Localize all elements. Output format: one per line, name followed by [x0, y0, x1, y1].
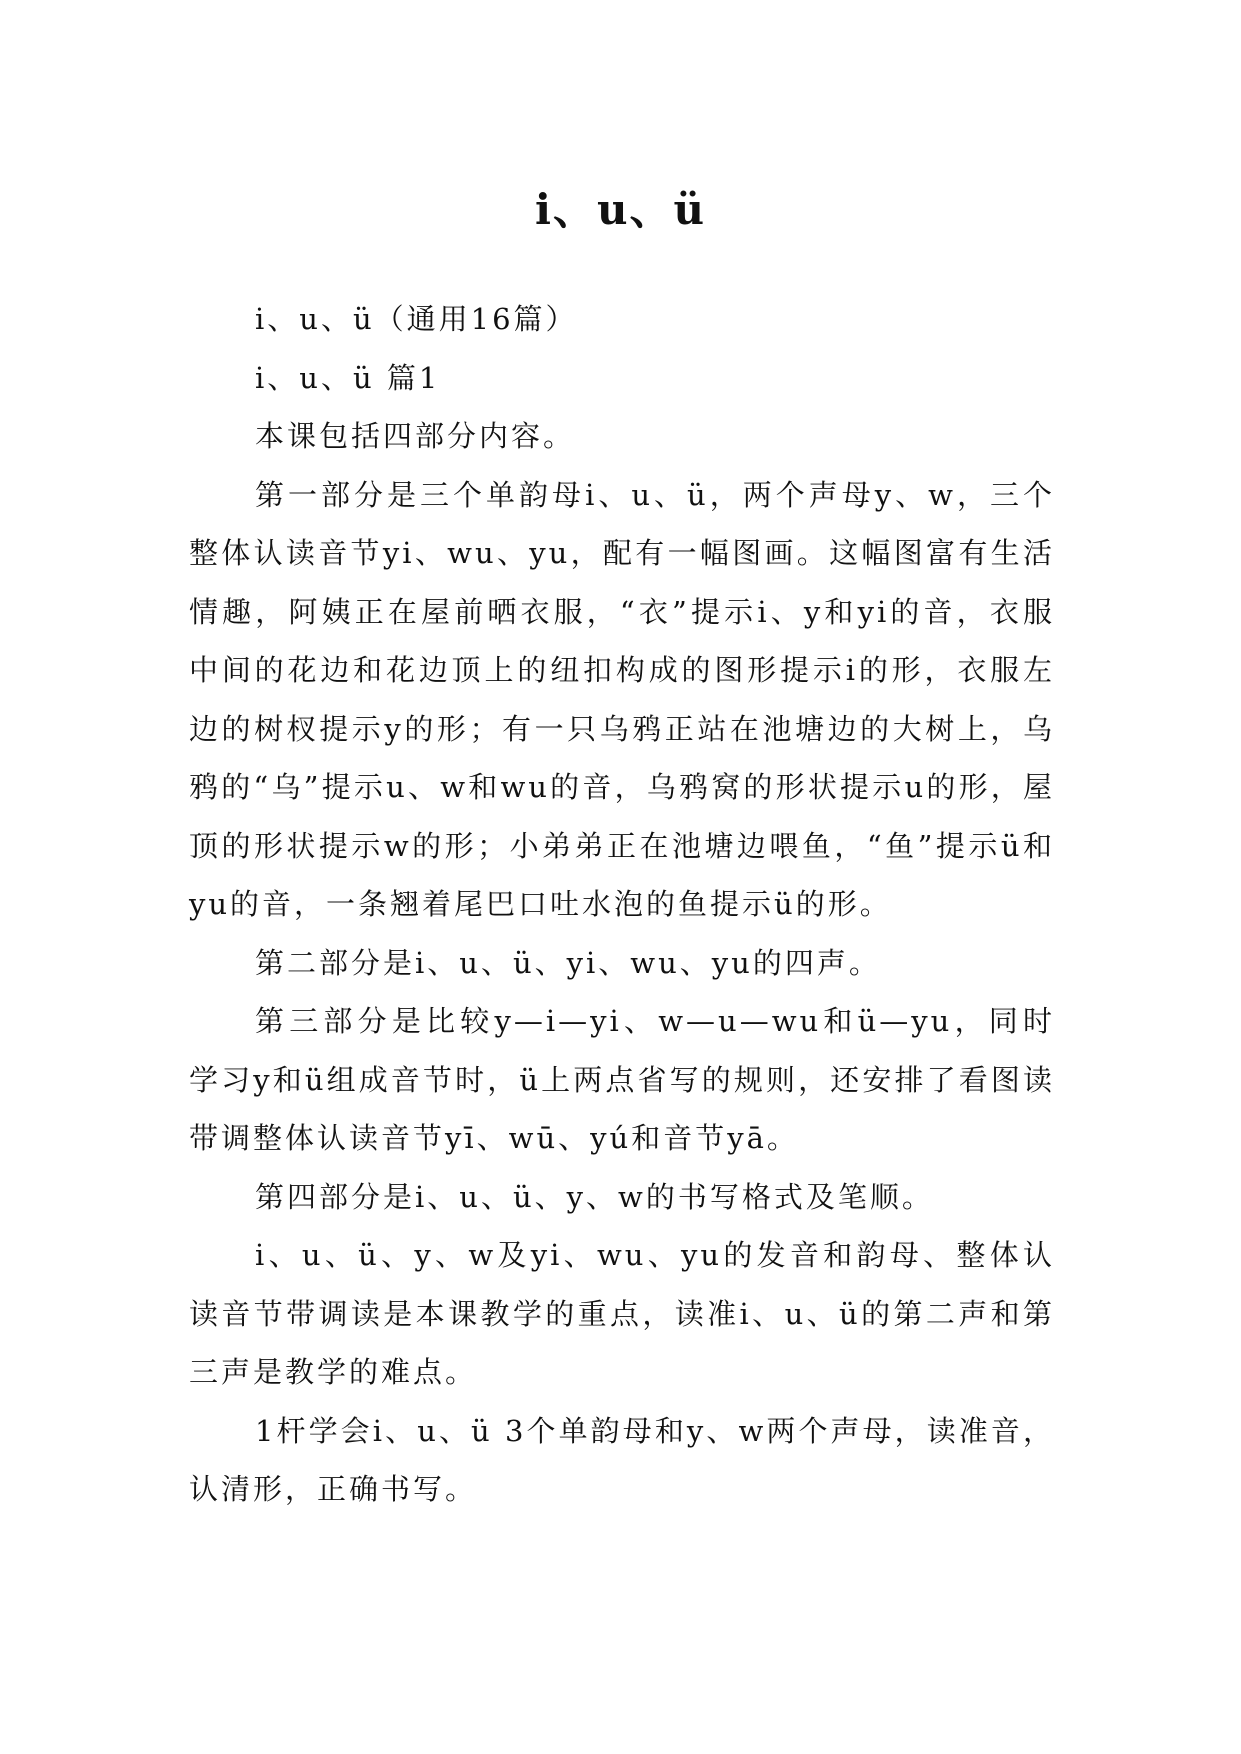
paragraph: 1杆学会i、u、ü 3个单韵母和y、w两个声母，读准音，认清形，正确书写。: [189, 1413, 1055, 1506]
paragraph-heading: i、u、ü 篇1: [255, 360, 441, 395]
document-title: i、u、ü: [534, 185, 707, 235]
paragraph: 第一部分是三个单韵母i、u、ü，两个声母y、w，三个整体认读音节yi、wu、yu，配有一幅图画。这幅图富有生活情趣，阿姨正在屋前晒衣服，“衣”提示i、y和yi的音，衣服中间的花边和花边顶上的纽扣构成的图形提示i的形，衣服左边的树杈提示y的形；有一只乌鸦正站在池塘边的大树上，乌鸦的“乌”提示u、w和wu的音，乌鸦窝的形状提示u的形，屋顶的形状提示w的形；小弟弟正在池塘边喂鱼，“鱼”提示ü和yu的音，一条翘着尾巴口吐水泡的鱼提示ü的形。: [189, 477, 1055, 921]
paragraph: 第二部分是i、u、ü、yi、wu、yu的四声。: [255, 945, 881, 980]
paragraph: 第四部分是i、u、ü、y、w的书写格式及笔顺。: [255, 1179, 934, 1214]
paragraph: 本课包括四部分内容。: [255, 419, 576, 453]
paragraph-subtitle: i、u、ü（通用16篇）: [255, 302, 578, 336]
paragraph: 第三部分是比较y—i—yi、w—u—wu和ü—yu，同时学习y和ü组成音节时，ü上两点省写的规则，还安排了看图读带调整体认读音节yī、wū、yú和音节yā。: [189, 1004, 1055, 1155]
document-body: [189, 290, 1055, 1519]
paragraph: i、u、ü、y、w及yi、wu、yu的发音和韵母、整体认读音节带调读是本课教学的重点，读准i、u、ü的第二声和第三声是教学的难点。: [189, 1238, 1055, 1389]
